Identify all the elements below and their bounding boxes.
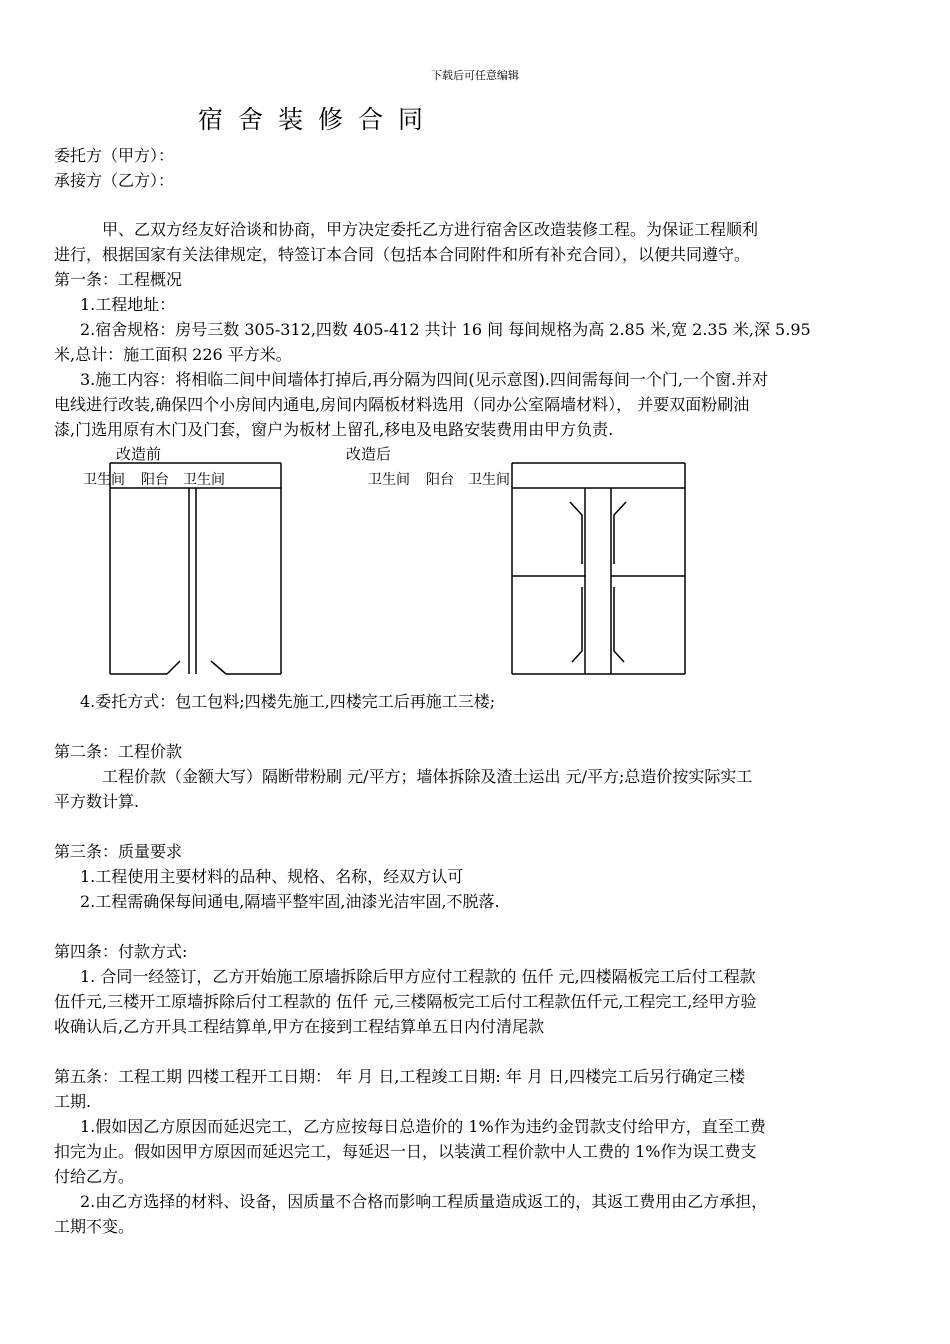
article5-heading-line-1: 第五条：工程工期 四楼工程开工日期： 年 月 日,工程竣工日期: 年 月 日,四楼完工后另行确定三楼 <box>54 1067 746 1086</box>
before-room-label-balcony: 阳台 <box>141 472 169 488</box>
party-a-line: 委托方（甲方）： <box>54 146 175 165</box>
page-title: 宿舍装修合同 <box>198 105 439 134</box>
article5-item1-line1: 1.假如因乙方原因而延迟完工，乙方应按每日总造价的 1%作为违约金罚款支付给甲方，直至工费 <box>80 1117 766 1136</box>
article4-heading: 第四条：付款方式: <box>54 942 188 961</box>
article3-heading: 第三条：质量要求 <box>54 842 183 861</box>
plan-after-door-lower-left <box>572 587 582 662</box>
article1-item3-line1: 3.施工内容：将相临二间中间墙体打掉后,再分隔为四间(见示意图).四间需每间一个门,一个窗.并对 <box>80 370 769 389</box>
article2-heading: 第二条：工程价款 <box>54 742 183 761</box>
after-label: 改造后 <box>346 445 392 463</box>
article5-item1-line2: 扣完为止。假如因甲方原因而延迟完工，每延迟一日，以装潢工程价款中人工费的 1%作为误工费支 <box>54 1142 757 1161</box>
after-room-label-balcony: 阳台 <box>426 472 454 488</box>
article1-heading: 第一条：工程概况 <box>54 270 183 289</box>
article1-item2-line1: 2.宿舍规格：房号三数 305-312,四数 405-412 共计 16 间 每间规格为高 2.85 米,宽 2.35 米,深 5.95 <box>80 320 811 339</box>
article1-item1: 1.工程地址： <box>80 295 176 314</box>
article2-line-2: 平方数计算. <box>54 792 140 811</box>
floor-plan-before <box>100 455 300 685</box>
article4-line-3: 收确认后,乙方开具工程结算单,甲方在接到工程结算单五日内付清尾款 <box>54 1017 545 1036</box>
article2-line-1: 工程价款（金额大写）隔断带粉刷 元/平方；墙体拆除及渣土运出 元/平方;总造价按实际实工 <box>102 767 753 786</box>
article1-item3-line3: 漆,门选用原有木门及门套，窗户为板材上留孔,移电及电路安装费用由甲方负责. <box>54 420 614 439</box>
plan-after-door-upper-right <box>614 502 626 564</box>
intro-line-1: 甲、乙双方经友好洽谈和协商，甲方决定委托乙方进行宿舍区改造装修工程。为保证工程顺利 <box>102 220 759 239</box>
article5-heading-line-2: 工期. <box>54 1092 92 1111</box>
floor-plan-after <box>500 455 700 685</box>
article5-item2-line2: 工期不变。 <box>54 1217 135 1236</box>
plan-before-door-right <box>211 661 226 674</box>
article4-line-1: 1. 合同一经签订，乙方开始施工原墙拆除后甲方应付工程款的 伍仟 元,四楼隔板完工后付工程款 <box>80 967 756 986</box>
article1-item3-line2: 电线进行改装,确保四个小房间内通电,房间内隔板材料选用（同办公室隔墙材料）， 并要双面粉刷油 <box>54 395 750 414</box>
before-room-label-toilet-2: 卫生间 <box>183 472 225 488</box>
article5-item2-line1: 2.由乙方选择的材料、设备，因质量不合格而影响工程质量造成返工的，其返工费用由乙方承担， <box>80 1192 768 1211</box>
before-label: 改造前 <box>116 445 162 463</box>
article1-item2-line2: 米,总计：施工面积 226 平方米。 <box>54 345 292 364</box>
before-room-label-toilet-1: 卫生间 <box>83 472 125 488</box>
article1-item4: 4.委托方式：包工包料;四楼先施工,四楼完工后再施工三楼; <box>80 692 496 711</box>
header-note: 下载后可任意编辑 <box>431 69 519 82</box>
article3-item2: 2.工程需确保每间通电,隔墙平整牢固,油漆光洁牢固,不脱落. <box>80 892 500 911</box>
party-b-line: 承接方（乙方）： <box>54 171 175 190</box>
plan-before-door-left <box>167 661 180 674</box>
plan-after-door-upper-left <box>570 502 582 564</box>
article5-item1-line3: 付给乙方。 <box>54 1167 135 1186</box>
plan-after-door-lower-right <box>614 587 624 662</box>
article4-line-2: 伍仟元,三楼开工原墙拆除后付工程款的 伍仟 元,三楼隔板完工后付工程款伍仟元,工程完工,经甲方验 <box>54 992 757 1011</box>
after-room-label-toilet-2: 卫生间 <box>468 472 510 488</box>
after-room-label-toilet-1: 卫生间 <box>368 472 410 488</box>
intro-line-2: 进行，根据国家有关法律规定，特签订本合同（包括本合同附件和所有补充合同），以便共同遵守。 <box>54 245 751 264</box>
article3-item1: 1.工程使用主要材料的品种、规格、名称，经双方认可 <box>80 867 464 886</box>
